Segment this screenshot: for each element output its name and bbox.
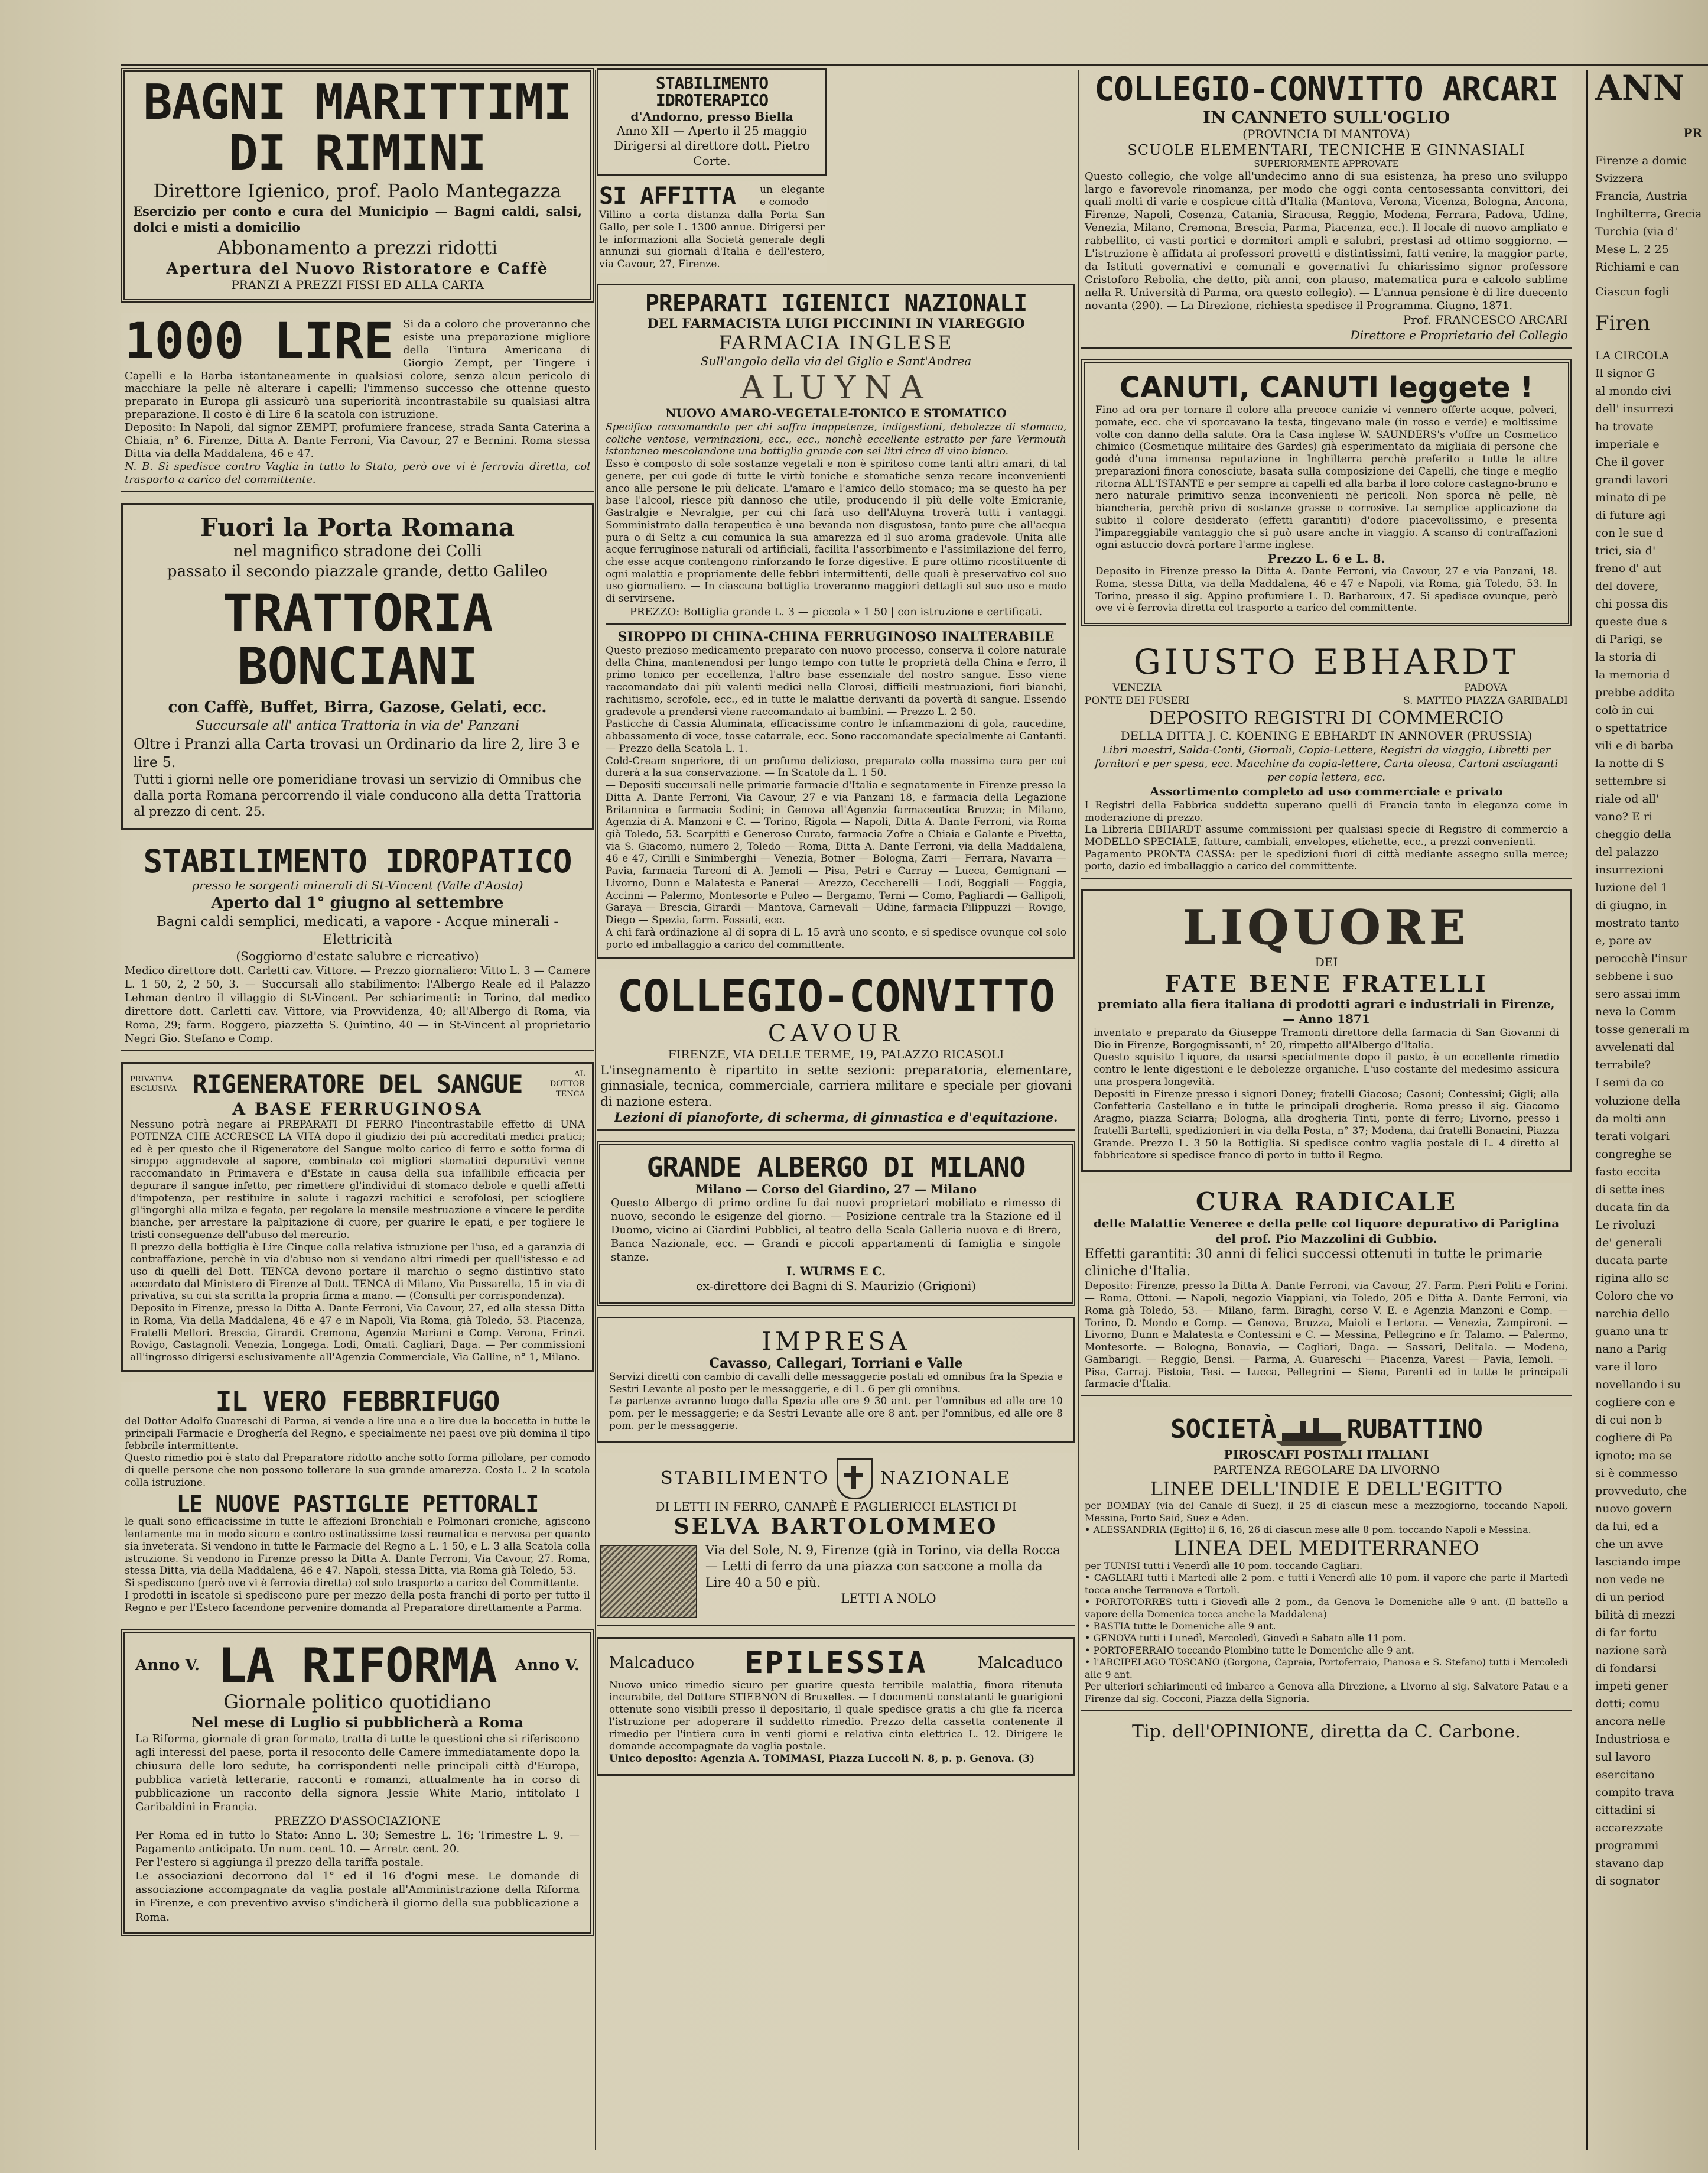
- ad-grande-albergo: [597, 1141, 1075, 1306]
- ad-line: DELLA DITTA J. C. KOENING E EBHARDT IN ANNOVER (PRUSSIA): [1120, 728, 1533, 743]
- partial-text-line: di un period: [1595, 1590, 1664, 1604]
- bed-engraving-icon: [600, 1545, 697, 1618]
- ad-line: PREZZO: Bottiglia grande L. 3 — piccola » 1 50 | con istruzione e certificati.: [629, 605, 1043, 618]
- ad-line: Lezioni di pianoforte, di scherma, di ginnastica e d'equitazione.: [614, 1110, 1058, 1125]
- partial-text-line: Coloro che vo: [1595, 1289, 1674, 1302]
- ad-label: SOCIETÀ: [1170, 1414, 1276, 1444]
- ad-line: premiato alla fiera italiana di prodotti agrari e industriali in Firenze, — Anno 1871: [1098, 996, 1555, 1027]
- ad-line: PARTENZA REGOLARE DA LIVORNO: [1212, 1462, 1440, 1477]
- ad-1000-lire: [121, 313, 594, 492]
- ad-line: Direttore Igienico, prof. Paolo Mantegazza: [153, 180, 562, 203]
- ad-text: • PORTOTORRES tutti i Giovedì alle 2 pom., da Genova le Domeniche alle 9 ant. (Il battello a vapore della Domenica tocca anche la Maddalena): [1085, 1596, 1568, 1620]
- ad-text: Si da a coloro che proveranno che esiste una preparazione migliore della Tintura Americana di Giorgio Zempt, per Tingere i Capelli e la Barba istantaneamente in qualsiasi colore, senza alcun pericolo di macchiare la pelle nè alterare i capelli; l'immenso successo che ottenne questo preparato in Europa gli assicurò una superiorità incontrastabile su qualsiasi altra preparazione. Il costo è di Lire 6 la scatola con istruzione.: [125, 317, 590, 421]
- ad-text: Cold-Cream superiore, di un profumo delizioso, preparato colla massima cura per cui durerà a la sua conservazione. — In Scatole da L. 1 50.: [606, 755, 1066, 779]
- partial-text-line: mostrato tanto: [1595, 917, 1680, 930]
- ad-liquore: [1081, 889, 1572, 1172]
- column-1: [121, 68, 594, 2154]
- partial-text-line: Svizzera: [1595, 172, 1644, 186]
- ad-text: I Registri della Fabbrica suddetta superano quelli di Francia tanto in eleganza come in moderazione di prezzo.: [1085, 799, 1568, 824]
- ad-text: Questo rimedio poi è stato dal Preparatore ridotto anche sotto forma pillolare, per comodo di quelle persone che non possono tollerare la sua grande amarezza. Costa L. 2 la scatola colla istruzione.: [125, 1452, 590, 1489]
- ad-bagni-rimini: [121, 68, 594, 303]
- partial-text-line: Industriosa e: [1595, 1733, 1670, 1746]
- ad-title: IMPRESA: [762, 1326, 910, 1356]
- ad-text: Per l'estero si aggiunga il prezzo della tariffa postale.: [135, 1856, 424, 1869]
- partial-text-line: terati volgari: [1595, 1129, 1670, 1143]
- ad-text: Pasticche di Cassia Aluminata, efficacissime contro le infiammazioni di gola, raucedine, abbassamento di voce, tosse catarrale, ecc. Sono raccomandate specialmente ai Cantanti. — Prezzo della Scatola L. 1.: [606, 718, 1066, 755]
- partial-text-line: tosse generali m: [1595, 1023, 1690, 1037]
- ad-line: S. MATTEO PIAZZA GARIBALDI: [1403, 694, 1568, 707]
- partial-text-line: prebbe addita: [1595, 686, 1675, 700]
- ad-text: del Dottor Adolfo Guareschi di Parma, si vende a lire una e a lire due la boccetta in tutte le principali Farmacie e Droghería del Regno, e specialmente nei paesi ove più domina il tipo febbrile intermittente.: [125, 1415, 590, 1452]
- partial-text-line: avvelenati dal: [1595, 1041, 1675, 1054]
- ad-idroterapico: [597, 68, 827, 176]
- partial-text-line: ignoto; ma se: [1595, 1448, 1672, 1462]
- partial-text-line: [1595, 276, 1708, 283]
- ad-text: Questo collegio, che volge all'undecimo anno di sua esistenza, ha preso uno sviluppo largo e favorevole rinomanza, per modo che oggi conta centosessanta convittori, dei quali molti di varie e cospicue città d'Italia (Mantova, Verona, Vicenza, Bologna, Ancona, Firenze, Napoli, Cosenza, Catania, Siracusa, Reggio, Modena, Ferrara, Padova, Udine, Venezia, Milano, Cremona, Brescia, Parma, Piacenza, ecc.). Il locale di nuovo ampliato e rabbellito, ci vasti portici e dormitori ampli e salubri, prestasi ad ottimo soggiorno. — L'istruzione è affidata ai professori provetti e distintissimi, fatti venire, la maggior parte, da Istituti governativi e comunali e governativi fu chiarissimo signor professore Cristoforo Rebolia, che detto, più anni, con plauso, matematica pura e calcolo sublime nella R. Università di Parma, ora questo collegio). — L'annua pensione è di lire duecento novanta (290). — La Direzione, richiesta spedisce il Programma. Giugno, 1871.: [1085, 170, 1568, 313]
- partial-text-line: Richiami e can: [1595, 261, 1680, 274]
- ad-line: FARMACIA INGLESE: [718, 331, 954, 354]
- ad-giusto-ebhardt: [1081, 637, 1572, 879]
- partial-text-line: compito trava: [1595, 1786, 1674, 1800]
- ad-line: DEPOSITO REGISTRI DI COMMERCIO: [1149, 707, 1504, 729]
- partial-text-line: provveduto, che: [1595, 1484, 1687, 1498]
- partial-text-line: di future agi: [1595, 508, 1666, 522]
- ad-trattoria-bonciani: [121, 503, 594, 830]
- partial-text-line: vare il loro: [1595, 1360, 1657, 1373]
- ad-line: (Soggiorno d'estate salubre e ricreativo): [236, 949, 479, 963]
- ad-text: • ALESSANDRIA (Egitto) il 6, 16, 26 di ciascun mese alle 8 pom. toccando Napoli e Messina.: [1085, 1524, 1531, 1536]
- ad-line: FIRENZE, VIA DELLE TERME, 19, PALAZZO RICASOLI: [668, 1047, 1004, 1062]
- ad-label: Malcaduco: [977, 1654, 1063, 1672]
- ad-line: Libri maestri, Salda-Conti, Giornali, Copia-Lettere, Registri da viaggio, Libretti per fornitori e per spesa, ecc. Macchine da copia-lettere, Carta oleosa, Cartoni asciuganti per copia lettera, ecc.: [1094, 744, 1559, 784]
- partial-text-line: cogliere di Pa: [1595, 1431, 1673, 1444]
- ad-line: Bagni caldi semplici, medicati, a vapore - Acque minerali - Elettricità: [156, 914, 559, 947]
- ad-line: VENEZIA: [1112, 682, 1162, 694]
- partial-text-line: neva la Comm: [1595, 1005, 1677, 1019]
- ad-text: • GENOVA tutti i Lunedì, Mercoledì, Giovedì e Sabato alle 11 pom.: [1085, 1632, 1406, 1644]
- ad-line: DI LETTI IN FERRO, CANAPÈ E PAGLIERICCI ELASTICI DI: [655, 1499, 1017, 1513]
- ad-title: SIROPPO DI CHINA-CHINA FERRUGINOSO INALTERABILE: [617, 629, 1055, 645]
- masthead-partial: ANN: [1595, 68, 1685, 108]
- ad-line: Succursale all' antica Trattoria in via de' Panzani: [196, 719, 519, 734]
- ad-line: SCUOLE ELEMENTARI, TECNICHE E GINNASIALI: [1127, 142, 1525, 159]
- partial-text-line: insurrezioni: [1595, 863, 1664, 877]
- partial-text-line: da molti ann: [1595, 1112, 1667, 1125]
- partial-text-line: dell' insurrezi: [1595, 402, 1674, 415]
- column-2: [597, 68, 1075, 2154]
- ad-line: d'Andorno, presso Biella: [630, 109, 793, 124]
- partial-text-line: riale od all': [1595, 792, 1660, 806]
- ad-rigeneratore: [121, 1062, 594, 1372]
- partial-text-line: impeti gener: [1595, 1680, 1668, 1693]
- partial-text-line: del dovere,: [1595, 580, 1659, 593]
- ad-canuti: [1081, 359, 1572, 626]
- ad-line: PREZZO D'ASSOCIAZIONE: [274, 1813, 441, 1828]
- partial-text-line: di giugno, in: [1595, 899, 1667, 912]
- partial-text-line: nazione sarà: [1595, 1643, 1668, 1657]
- ad-text: • PORTOFERRAIO toccando Piombino tutte le Domeniche alle 9 ant.: [1085, 1644, 1414, 1656]
- ad-line: Aperto dal 1° giugno al settembre: [211, 894, 504, 912]
- ad-text: N. B. Si spedisce contro Vaglia in tutto lo Stato, però ove vi è ferrovia diretta, col trasporto a carico del committente.: [125, 460, 590, 486]
- page-fold: [1586, 70, 1588, 2150]
- partial-text-line: Le rivoluzi: [1595, 1218, 1655, 1232]
- ad-text: Deposito in Firenze, presso la Ditta A. Dante Ferroni, Via Cavour, 27, ed alla stessa Ditta in Roma, Via della Maddalena, 46 e 47 e in Napoli, Via Roma, già Toledo, 53. Piacenza, Fratelli Mellori. Brescia, Girardi. Cremona, Agenzia Mariani e Comp. Verona, Frinzi. Rovigo, Castagnoli. Venezia, Longega. Lodi, Omati. Cagliari, Daga. — Per commissioni all'ingrosso dirigersi esclusivamente all'Agenzia Commerciale, Via Galline, n° 1, Milano.: [130, 1302, 585, 1364]
- partial-text-line: freno d' aut: [1595, 562, 1661, 576]
- top-rule: [121, 64, 1708, 66]
- ad-title: RIGENERATORE DEL SANGUE: [192, 1070, 523, 1099]
- ad-line: nel magnifico stradone dei Colli: [233, 543, 482, 561]
- ad-line: Tutti i giorni nelle ore pomeridiane trovasi un servizio di Omnibus che dalla porta Romana percorrendo il viale conducono alla detta Trattoria al prezzo di cent. 25.: [134, 772, 581, 818]
- partial-text-line: del palazzo: [1595, 846, 1659, 859]
- ad-cura-radicale: [1081, 1183, 1572, 1396]
- ad-text: Le associazioni decorrono dal 1° ed il 16 d'ogni mese. Le domande di associazione accompagnate da vaglia postale all'Amministrazione della Riforma in Firenze, e con preventivo avviso s'indicherà il giorno della sua pubblicazione a Roma.: [135, 1870, 580, 1924]
- partial-text-line: cittadini si: [1595, 1804, 1655, 1817]
- partial-text-line: Firen: [1595, 311, 1650, 336]
- partial-text-line: o spettatrice: [1595, 722, 1667, 735]
- ad-text: Nuovo unico rimedio sicuro per guarire questa terribile malattia, finora ritenuta incurabile, del Dottore STIEBNON di Bruxelles. — I documenti constatanti le guarigioni ottenute sono visibili presso il depositario, il quale spedisce gratis a chi glie fa ricerca l'istruzione per adoperare il suddetto rimedio. Prezzo della cassetta contenente il rimedio per l'intiera cura in venti giorni e relativa cinta elettrica L. 12. Dirigere le domande accompagnate da vaglia postale.: [609, 1679, 1063, 1753]
- partial-text-line: guano una tr: [1595, 1324, 1669, 1338]
- ad-title: STABILIMENTO IDROTERAPICO: [655, 73, 769, 111]
- partial-text-line: da lui, ed a: [1595, 1519, 1658, 1533]
- partial-text-line: con le sue d: [1595, 527, 1664, 540]
- ad-line: NUOVO AMARO-VEGETALE-TONICO E STOMATICO: [665, 406, 1007, 421]
- ad-line: un elegante e comodo: [760, 183, 825, 209]
- partial-text-line: [1595, 301, 1708, 308]
- ad-title: GRANDE ALBERGO DI MILANO: [646, 1151, 1026, 1184]
- ad-text: Depositi in Firenze presso i signori Doney; fratelli Giacosa; Casoni; Contessini; Gigli; alla Confetteria Castellano e in tutte le principali drogherie. Roma presso il sig. Giacomo Aragno, piazza Sciarra; Bologna, alla drogheria Tinti, ponte di ferro; Livorno, presso i fratelli Bartelli, spedizionieri in via della Posta, n° 37; Modena, dai fratelli Bonacini, Piazza Grande. Prezzo L. 3 50 la Bottiglia. Si spedisce contro vaglia postale di L. 4 diretto al fabbricatore si spedisce franco di porto in tutto il Regno.: [1094, 1088, 1559, 1162]
- ad-text: Si spediscono (però ove vi è ferrovia diretta) col solo trasporto a carico del Committente.: [125, 1577, 580, 1590]
- ad-text: — Depositi succursali nelle primarie farmacie d'Italia e segnatamente in Firenze presso la Ditta A. Dante Ferroni, Via Cavour, 27 e via Panzani 18, e farmacia della Legazione Britannica e farmacia Sodini; in Genova all'Agenzia farmaceutica Bruzza; in Milano, Agenzia di A. Manzoni e C. — Torino, Rigola — Napoli, Ditta A. Dante Ferroni, via Roma già Toledo, 53. Scarpitti e Generoso Curato, farmacia Zofre a Chiaia e Galante e Pivetta, via S. Giacomo, numero 2, Toledo — Roma, Ditta A. Dante Ferroni, via della Maddalena, 46 e 47, Cirilli e Sinimberghi — Venezia, Botner — Bologna, Zarri — Ferrara, Navarra — Pavia, farmacia Tarconi di A. Jemoli — Pisa, Petri e Carray — Lucca, Gemignani — Livorno, Dunn e Malatesta e Panerai — Arezzo, Ceccherelli — Lodi, Boggiali — Foggia, Accinni — Palermo, Montesorte e Puleo — Bergamo, Terni — Como, Pagliardi — Gallipoli, Garaya — Brescia, Girardi — Mantova, Carnevali — Udine, farmacia Filippuzzi — Rovigo, Diego — Spezia, farm. Fossati, ecc.: [606, 779, 1066, 927]
- ad-line: NAZIONALE: [880, 1468, 1011, 1489]
- ad-line: IN CANNETO SULL'OGLIO: [1202, 107, 1450, 127]
- partial-text-line: trici, sia d': [1595, 544, 1656, 558]
- partial-text-line: narchia dello: [1595, 1307, 1670, 1320]
- ad-text: le quali sono efficacissime in tutte le affezioni Bronchiali e Polmonari croniche, agiscono lentamente ma in modo sicuro e contro ostinatissime tossi reumatica e nervosa per quanto sia inveterata. Si vendono in tutte le Farmacie del Regno a L. 1 50, e L. 3 alla Scatola colla istruzione. Si vendono in Firenze presso la Ditta A. Dante Ferroni, Via Cavour, 27. Roma, stessa Ditta, via della Maddalena, 46 e 47. Napoli, stessa Ditta, via Roma già Toledo, 53.: [125, 1516, 590, 1577]
- ad-label: Anno V.: [515, 1656, 580, 1675]
- ad-text: Il prezzo della bottiglia è Lire Cinque colla relativa istruzione per l'uso, ed a garanzia di contraffazione, perchè in via d'abuso non si vendano altri rimedi per quell'istesso e ad uso di quelli del Dott. TENCA devono portare il marchio o segno distintivo stato accordato dal Ministero di Firenze al Dott. TENCA di Milano, Via Passarella, 15 in via di privativa, su cui sta scritta la propria firma a mano. — (Consulti per corrispondenza).: [130, 1241, 585, 1302]
- partial-text-line: di far fortu: [1595, 1626, 1658, 1639]
- partial-text-line: si è commesso: [1595, 1466, 1678, 1480]
- ad-text: Deposito in Firenze presso la Ditta A. Dante Ferroni, via Cavour, 27 e via Panzani, 18. Roma, stessa Ditta, via della Maddalena, 46 e 47 e Napoli, via Roma, già Toledo, 53. In Torino, presso il sig. Appino profumiere L. D. Barbaroux, 47. Si spedisce ovunque, però ove vi è ferrovia diretta col trasporto a carico del committente.: [1095, 566, 1557, 615]
- ad-title: CANUTI, CANUTI leggete !: [1119, 371, 1534, 405]
- ad-line: passato il secondo piazzale grande, detto Galileo: [167, 562, 548, 580]
- ad-line: LETTI A NOLO: [841, 1591, 936, 1606]
- partial-text-line: imperiale e: [1595, 437, 1660, 451]
- ad-title: LINEE DELL'INDIE E DELL'EGITTO: [1150, 1477, 1503, 1500]
- partial-text-line: I semi da co: [1595, 1076, 1664, 1090]
- ad-text: Nessuno potrà negare ai PREPARATI DI FERRO l'incontrastabile effetto di UNA POTENZA CHE ACCRESCE LA VITA dopo il giudizio dei più accreditati medici pratici; ed è per questo che il Rigeneratore del Sangue molto carico di ferro e sotto forma di siroppo aggradevole al sapore, combinato coi migliori stomatici depurativi venne raccomandato in Primavera e d'Estate in causa della sua infallibile efficacia per depurare il sangue infetto, per rimettere gl'individui di stomaco debole e quelli affetti d'impotenza, per restituire in salute i ragazzi rachitici e scrofolosi, per sciogliere gl'ingorghi alla milza e fegato, per regolare la mensile mestruazione e vincere le perdite bianche, per arrestare la palpitazione di cuore, per guarire le epati, e per togliere le tristi conseguenze dell'abuso del mercurio.: [130, 1119, 585, 1241]
- printer-imprint: Tip. dell'OPINIONE, diretta da C. Carbone.: [1132, 1721, 1521, 1743]
- partial-text-line: sero assai imm: [1595, 988, 1680, 1001]
- partial-text-line: programmi: [1595, 1839, 1659, 1853]
- ad-febbrifugo: [121, 1382, 594, 1619]
- ad-line: Nel mese di Luglio si pubblicherà a Roma: [191, 1714, 524, 1732]
- ad-text: • BASTIA tutte le Domeniche alle 9 ant.: [1085, 1620, 1276, 1632]
- partial-text-lines: [1595, 152, 1708, 1890]
- partial-text-line: cheggio della: [1595, 828, 1671, 842]
- ad-text: • CAGLIARI tutti i Martedì alle 2 pom. e tutti i Venerdì alle 10 pom. il vapore che parte il Martedì tocca anche Terranova e Tortolì.: [1085, 1572, 1568, 1596]
- column-4-partial: [1595, 68, 1708, 2154]
- partial-text-line: la storia di: [1595, 651, 1657, 664]
- ad-text: La Libreria EBHARDT assume commissioni per qualsiasi specie di Registro di commercio a MODELLO SPECIALE, fatture, cambiali, envelopes, etichette, ecc., a prezzi convenienti.: [1085, 824, 1568, 848]
- ad-line: delle Malattie Veneree e della pelle col liquore depurativo di Pariglina del prof. Pio Mazzolini di Gubbio.: [1093, 1216, 1560, 1246]
- ad-title: IL VERO FEBBRIFUGO: [215, 1385, 500, 1417]
- partial-text-line: Il signor G: [1595, 366, 1655, 380]
- partial-text-line: fasto eccita: [1595, 1165, 1661, 1178]
- subhead-partial: PR: [1683, 126, 1702, 140]
- ad-title: FATE BENE FRATELLI: [1164, 970, 1488, 997]
- partial-text-line: che un avve: [1595, 1537, 1663, 1551]
- partial-text-line: cogliere con e: [1595, 1395, 1676, 1409]
- ad-text: • l'ARCIPELAGO TOSCANO (Gorgona, Capraia, Portoferraio, Pianosa e S. Stefano) tutti i Mercoledì alle 9 ant.: [1085, 1656, 1568, 1680]
- partial-text-line: ancora nelle: [1595, 1715, 1665, 1729]
- ad-line: A BASE FERRUGINOSA: [232, 1099, 483, 1119]
- partial-text-line: Mese L. 2 25: [1595, 243, 1669, 256]
- ad-text: per TUNISI tutti i Venerdì alle 10 pom. toccando Cagliari.: [1085, 1560, 1363, 1571]
- partial-text-line: perocchè l'insur: [1595, 952, 1687, 966]
- ad-text: Medico direttore dott. Carletti cav. Vittore. — Prezzo giornaliero: Vitto L. 3 — Camere L. 1 50, 2, 2 50, 3. — Succursali allo stabilimento: l'Albergo Reale ed il Palazzo Lehman dentro il villaggio di St-Vincent. Per schiarimenti: in Torino, dal medico direttore dott. Carletti cav. Vittore, via Provvidenza, 40; all'Albergo di Roma, via Roma, 29; farm. Roggero, piazzetta S. Quintino, 40 — in St-Vincent al proprietario Negri Gio. Stefano e Comp.: [125, 964, 590, 1045]
- ad-text: Le partenze avranno luogo dalla Spezia alle ore 9 30 ant. per l'omnibus ed alle ore 10 pom. per le messaggerie; e da Sestri Levante alle ore 8 ant. per l'omnibus, ed alle ore 8 pom. per le messaggerie.: [609, 1395, 1063, 1432]
- partial-text-line: non vede ne: [1595, 1573, 1664, 1586]
- ad-line: DEI: [1315, 955, 1338, 970]
- ad-text: Per Roma ed in tutto lo Stato: Anno L. 30; Semestre L. 16; Trimestre L. 9. — Pagamento anticipato. Un num. cent. 10. — Arretr. cent. 20.: [135, 1829, 580, 1856]
- ad-label: Malcaduco: [609, 1654, 695, 1672]
- ad-line: PADOVA: [1464, 682, 1507, 694]
- ad-line: Anno XII — Aperto il 25 maggio: [616, 123, 808, 138]
- ad-line: (PROVINCIA DI MANTOVA): [1242, 126, 1410, 141]
- ad-line: PONTE DEI FUSERI: [1085, 694, 1190, 707]
- partial-text-line: LA CIRCOLA: [1595, 349, 1670, 362]
- ad-line: Fuori la Porta Romana: [200, 513, 515, 543]
- ad-collegio-arcari: [1081, 68, 1572, 349]
- ad-title: COLLEGIO-CONVITTO: [617, 971, 1055, 1022]
- partial-text-line: sebbene i suo: [1595, 970, 1673, 983]
- partial-text-line: ducata parte: [1595, 1253, 1668, 1267]
- ad-text: Questo squisito Liquore, da usarsi specialmente dopo il pasto, è un eccellente rimedio contro le lente digestioni e le debolezze organiche. L'uso costante del medesimo assicura una prospera longevità.: [1094, 1051, 1559, 1088]
- ad-text: L'insegnamento è ripartito in sette sezioni: preparatoria, elementare, ginnasiale, tecnica, commerciale, carriera militare e speciale per giovani di nazione estera.: [600, 1063, 1072, 1109]
- ad-label: RUBATTINO: [1346, 1414, 1482, 1444]
- ad-title: LA RIFORMA: [218, 1638, 497, 1694]
- ad-line: Prof. FRANCESCO ARCARI: [1403, 313, 1568, 327]
- partial-text-line: terrabile?: [1595, 1058, 1651, 1072]
- ad-line: Abbonamento a prezzi ridotti: [217, 236, 498, 259]
- ad-text: per BOMBAY (via del Canale di Suez), il 25 di ciascun mese a mezzogiorno, toccando Napoli, Messina, Porto Said, Suez e Aden.: [1085, 1500, 1568, 1524]
- partial-text-line: minato di pe: [1595, 491, 1667, 504]
- ad-si-affitta: [597, 181, 827, 273]
- partial-text-line: dotti; comu: [1595, 1697, 1660, 1711]
- ad-title: 1000 LIRE: [125, 313, 394, 370]
- ad-text: inventato e preparato da Giuseppe Tramonti direttore della farmacia di San Giovanni di Dio in Firenze, Borgognissanti, n° 20, rimpetto all'Albergo d'Italia.: [1094, 1027, 1559, 1051]
- partial-text-line: di sette ines: [1595, 1183, 1665, 1196]
- partial-text-line: vili e di barba: [1595, 739, 1674, 753]
- ad-line: Direttore e Proprietario del Collegio: [1350, 327, 1568, 342]
- ad-line: Apertura del Nuovo Ristoratore e Caffè: [166, 260, 549, 278]
- partial-text-line: congreghe se: [1595, 1147, 1672, 1161]
- partial-text-line: bilità di mezzi: [1595, 1608, 1676, 1622]
- ad-line: PIROSCAFI POSTALI ITALIANI: [1224, 1447, 1429, 1462]
- ad-line: Sull'angolo della via del Giglio e Sant'Andrea: [700, 353, 972, 368]
- ad-line: Cavasso, Callegari, Torriani e Valle: [709, 1355, 963, 1371]
- partial-text-line: la memoria d: [1595, 668, 1670, 682]
- ad-line: presso le sorgenti minerali di St-Vincent (Valle d'Aosta): [191, 878, 523, 893]
- column-3: [1081, 68, 1572, 2154]
- ad-text: Pagamento PRONTA CASSA: per le spedizioni fuori di città mediante assegno sulla merce; porto, dazio ed imballaggio a carico del committente.: [1085, 848, 1568, 873]
- ad-line: con Caffè, Buffet, Birra, Gazose, Gelati, ecc.: [168, 699, 547, 717]
- partial-text-line: ha trovate: [1595, 420, 1654, 433]
- partial-text-line: grandi lavori: [1595, 473, 1668, 486]
- ad-title: EPILESSIA: [744, 1645, 928, 1681]
- partial-text-line: luzione del 1: [1595, 881, 1668, 895]
- partial-text-line: [1595, 340, 1708, 347]
- partial-text-line: nano a Parig: [1595, 1342, 1667, 1356]
- ad-title: COLLEGIO-CONVITTO ARCARI: [1094, 70, 1559, 109]
- ad-epilessia: [597, 1637, 1075, 1776]
- ad-text: Deposito: Firenze, presso la Ditta A. Dante Ferroni, via Cavour, 27. Farm. Pieri Politi e Forini. — Roma, Ottoni. — Napoli, negozio Viappiani, via Toledo, 205 e Ditta A. Dante Ferroni, via Roma già Toledo, 53. — Milano, farm. Biraghi, corso V. E. e Agenzia Manzoni e Comp. — Torino, D. Mondo e Comp. — Genova, Bruzza, Maioli e Lertora. — Venezia, Zampironi. — Livorno, Dunn e Malatesta e Contessini e C. — Messina, Pellegrino e fr. Talamo. — Palermo, Montesorte. — Bologna, Bonavia, — Cagliari, Daga. — Sassari, Delitala. — Modena, Gambarigi. — Reggio, Bensi. — Parma, A. Guareschi — Piacenza, Varesi — Pavia, Iemoli. — Pisa, Carraj. Pistoia, Tesi. — Lucca, Pellegrini — Siena, Parenti ed in tutte le principali farmacie d'Italia.: [1085, 1280, 1568, 1391]
- ad-text: Deposito: In Napoli, dal signor ZEMPT, profumiere francese, strada Santa Caterina a Chiaia, n° 6. Firenze, Ditta A. Dante Ferroni, Via Cavour, 27 e Bernini. Roma stessa Ditta via della Maddalena, 46 e 47.: [125, 421, 590, 460]
- ad-text: Questo prezioso medicamento preparato con nuovo processo, conserva il colore naturale della China, mantenendosi per lungo tempo con tutte le proprietà della China e ferro, il primo tonico per eccellenza, l'altro base essenziale del nostro sangue. Esso viene raccomandato dai più valenti medici nella Clorosi, difficili mestruazioni, fiori bianchi, rachitismo, scrofole, ecc., ed in tutte le malattie derivanti da povertà di sangue. Essendo gradevole a prendersi viene raccomandato ai bambini. — Prezzo L. 2 50.: [606, 644, 1066, 718]
- ad-rubattino: [1081, 1407, 1572, 1711]
- partial-text-line: de' generali: [1595, 1236, 1663, 1249]
- ad-text: I prodotti in iscatole si spediscono pure per mezzo della posta franchi di porto per tutto il Regno e per l'Estero facendone pervenire domanda al Preparatore direttamente a Parma.: [125, 1589, 590, 1614]
- ad-title: PREPARATI IGIENICI NAZIONALI: [645, 290, 1027, 317]
- ad-text: Unico deposito: Agenzia A. TOMMASI, Piazza Luccoli N. 8, p. p. Genova. (3): [609, 1753, 1035, 1765]
- ad-title: CURA RADICALE: [1195, 1187, 1458, 1217]
- ad-line: ex-direttore dei Bagni di S. Maurizio (Grigioni): [695, 1279, 977, 1294]
- partial-text-line: al mondo civi: [1595, 384, 1671, 398]
- partial-text-line: Firenze a domic: [1595, 154, 1687, 167]
- ad-text: A chi farà ordinazione al di sopra di L. 15 avrà uno sconto, e si spedisce ovunque col solo porto ed imballaggio a carico del committente.: [606, 926, 1066, 951]
- ad-text: Servizi diretti con cambio di cavalli delle messaggerie postali ed omnibus fra la Spezia e Sestri Levante al posto per le messaggerie, e di L. 6 per gli omnibus.: [609, 1370, 1063, 1395]
- partial-text-line: Che il gover: [1595, 455, 1664, 469]
- column-rule: [595, 70, 596, 2150]
- partial-text-line: queste due s: [1595, 615, 1667, 629]
- partial-text-line: di sognator: [1595, 1875, 1660, 1888]
- ad-line: SUPERIORMENTE APPROVATE: [1254, 158, 1399, 170]
- partial-text-line: la notte di S: [1595, 757, 1664, 771]
- ad-text: Per ulteriori schiarimenti ed imbarco a Genova alla Direzione, a Livorno al sig. Salvatore Patau e a Firenze dal sig. Cocconi, Piazza della Signoria.: [1085, 1681, 1568, 1704]
- ad-text: Specifico raccomandato per chi soffra inappetenze, indigestioni, debolezze di stomaco, coliche ventose, verminazioni, ecc., ecc., nonchè eccellente estratto per fare Vermouth istantaneo mescolandone una bottiglia grande con sei litri circa di vino bianco.: [606, 421, 1066, 458]
- ad-line: STABILIMENTO: [661, 1468, 829, 1489]
- ad-title: SELVA BARTOLOMMEO: [674, 1514, 998, 1539]
- ad-text: Esso è composto di sole sostanze vegetali e non è spiritoso come tanti altri amari, di tal genere, per cui gode di tutte le virtù toniche e stomatiche senza recare inconvenienti anco alle persone le più delicate. L'amaro e l'amico dello stomaco; ma se questo ha per base l'alcool, riesce più dannoso che utile, producendo il più delle volte Emicranie, Gastralgie e Nevralgie, per cui chi farà uso dell'Aluyna troverà tutti i vantaggi. Somministrato dalla terapeutica è una bevanda non disgustosa, tanto pure che all'acqua pura o di Seltz a cui comunica la sua amarezza ed il suo aroma gradevole. Unita alle acque ferruginose naturali od artificiali, facilita l'assorbimento e l'assimilazione del ferro, che esse acque contengono rinforzando le forze digestive. E pure ottimo ricostituente di ogni malattia e propriamente delle febbri intermittenti, delle quali è preservativo col suo uso giornaliero. — In ciascuna bottiglia troveranno maggiori dettagli sul suo uso e modo di servirsene.: [606, 458, 1066, 605]
- ad-selva-bartolommeo: [597, 1453, 1075, 1627]
- partial-text-line: esercitano: [1595, 1768, 1655, 1782]
- partial-text-line: di Parigi, se: [1595, 633, 1663, 647]
- partial-text-line: Turchia (via d': [1595, 225, 1678, 239]
- ad-text: Questo Albergo di primo ordine fu dai nuovi proprietari mobiliato e rimesso di nuovo, secondo le esigenze del giorno. — Posizione centrale tra la Stazione ed il Duomo, vicino ai Giardini Pubblici, al teatro della Scala Galleria nuova e di Brera, Banca Nazionale, ecc. — Grandi e piccoli appartamenti di famiglia e singole stanze.: [611, 1196, 1061, 1263]
- partial-text-line: settembre si: [1595, 775, 1666, 788]
- ad-label: PRIVATIVA ESCLUSIVA: [130, 1074, 177, 1094]
- ad-line: Dirigersi al direttore dott. Pietro Corte.: [614, 138, 810, 168]
- ad-text: Fino ad ora per tornare il colore alla precoce canizie vi vennero offerte acque, polveri, pomate, ecc. che vi sporcavano la testa, tingevano male (in rosso e verde) e moltissime volte con danno della salute. Ora la Casa inglese W. SAUNDERS's v'offre un Cosmetico chimico (Cosmetique militaire des Gardes) già esperimentato da migliaia di persone che godé d'una immensa reputazione in Inghilterra perchè preferito a tutte le altre preparazioni finora conosciute, basata sulla composizione dei Capelli, che tinge e meglio ritorna ALL'ISTANTE e per sempre ai capelli ed alla barba il loro colore castagno-bruno e nero naturale primitivo senza inconvenienti nè pericoli. Non sporca nè pelle, nè biancheria, perchè privo di sostanze grasse o corrosive. La semplice applicazione da subito il colore desiderato (effetti garantiti) d'odore piacevolissimo, e presenta l'impareggiabile vantaggio che si può usare anche in viaggio. A scanso di contraffazioni ogni astuccio dovrà portare l'arme inglese.: [1095, 404, 1557, 551]
- ad-preparati-igienici: [597, 284, 1075, 959]
- ad-line: Assortimento completo ad uso commerciale e privato: [1150, 784, 1503, 799]
- ad-text: Via del Sole, N. 9, Firenze (già in Torino, via della Rocca — Letti di ferro da una piazza con saccone a molla da Lire 40 a 50 e più.: [705, 1543, 1060, 1590]
- ad-title: GIUSTO EBHARDT: [1133, 642, 1520, 682]
- ad-title: BAGNI MARITTIMI DI RIMINI: [143, 74, 572, 182]
- ad-line: CAVOUR: [767, 1020, 905, 1048]
- ad-text: Villino a corta distanza dalla Porta San Gallo, per sole L. 1300 annue. Dirigersi per le informazioni alla Società generale degli annunzi sui giornali d'Italia e dell'estero, via Cavour, 27, Firenze.: [599, 209, 825, 270]
- partial-text-line: novellando i su: [1595, 1378, 1681, 1391]
- partial-text-line: Francia, Austria: [1595, 190, 1687, 203]
- ad-title: LIQUORE: [1182, 899, 1470, 956]
- ad-stabilimento-idropatico: [121, 840, 594, 1052]
- partial-text-line: voluzione della: [1595, 1094, 1681, 1107]
- ad-title: SI AFFITTA: [599, 183, 736, 210]
- ad-collegio-cavour: [597, 969, 1075, 1131]
- partial-text-line: nuovo govern: [1595, 1502, 1673, 1515]
- partial-text-line: vano? E ri: [1595, 810, 1653, 824]
- partial-text-line: e, pare av: [1595, 934, 1652, 948]
- ad-title: ALUYNA: [740, 369, 932, 407]
- ad-la-riforma: [121, 1629, 594, 1935]
- partial-text-line: Inghilterra, Grecia: [1595, 207, 1702, 221]
- ad-line: Giornale politico quotidiano: [223, 1691, 492, 1714]
- savoy-cross-icon: [837, 1458, 873, 1499]
- partial-text-line: colò in cui: [1595, 704, 1654, 717]
- ad-title: LINEA DEL MEDITERRANEO: [1173, 1536, 1479, 1560]
- partial-text-line: ducata fin da: [1595, 1200, 1670, 1214]
- partial-text-line: accarezzate: [1595, 1821, 1663, 1835]
- ad-label: AL DOTTOR TENCA: [549, 1070, 585, 1099]
- ad-line: DEL FARMACISTA LUIGI PICCININI IN VIAREGGIO: [647, 316, 1025, 332]
- partial-text-line: chi possa dis: [1595, 597, 1668, 611]
- steamship-icon: [1276, 1412, 1347, 1447]
- partial-text-line: stavano dap: [1595, 1857, 1664, 1870]
- partial-text-line: sul lavoro: [1595, 1750, 1651, 1764]
- ad-line: Prezzo L. 6 e L. 8.: [1267, 551, 1385, 566]
- ad-line: Milano — Corso del Giardino, 27 — Milano: [695, 1181, 977, 1196]
- partial-text-line: Ciascun fogli: [1595, 285, 1670, 299]
- ad-line: I. WURMS E C.: [786, 1263, 886, 1278]
- ad-line: Esercizio per conto e cura del Municipio — Bagni caldi, salsi, dolci e misti a domicilio: [133, 203, 582, 235]
- ad-line: Oltre i Pranzi alla Carta trovasi un Ordinario da lire 2, lire 3 e lire 5.: [134, 735, 580, 771]
- ad-title: STABILIMENTO IDROPATICO: [143, 842, 572, 880]
- column-rule: [1078, 70, 1079, 2150]
- ad-title: LE NUOVE PASTIGLIE PETTORALI: [176, 1490, 539, 1517]
- ad-line: PRANZI A PREZZI FISSI ED ALLA CARTA: [231, 278, 484, 293]
- ad-text: La Riforma, giornale di gran formato, tratta di tutte le questioni che si riferiscono agli interessi del paese, porta il resoconto delle Camere immediatamente dopo la chiusura delle loro sedute, ha corrispondenti nelle principali città d'Europa, pubblica varietà letterarie, racconti e romanzi, attualmente ha in corso di pubblicazione un racconto della signora Jessie White Mario, intitolato I Garibaldini in Francia.: [135, 1732, 580, 1813]
- partial-text-line: di fondarsi: [1595, 1662, 1657, 1675]
- ad-impresa: [597, 1317, 1075, 1443]
- ad-text: Effetti garantiti: 30 anni di felici successi ottenuti in tutte le primarie cliniche d'Italia.: [1085, 1247, 1543, 1279]
- partial-text-line: lasciando impe: [1595, 1555, 1681, 1568]
- ad-label: Anno V.: [135, 1656, 200, 1675]
- partial-text-line: di cui non b: [1595, 1413, 1663, 1427]
- ad-title: TRATTORIA BONCIANI: [222, 583, 493, 696]
- partial-text-line: rigina allo sc: [1595, 1271, 1669, 1285]
